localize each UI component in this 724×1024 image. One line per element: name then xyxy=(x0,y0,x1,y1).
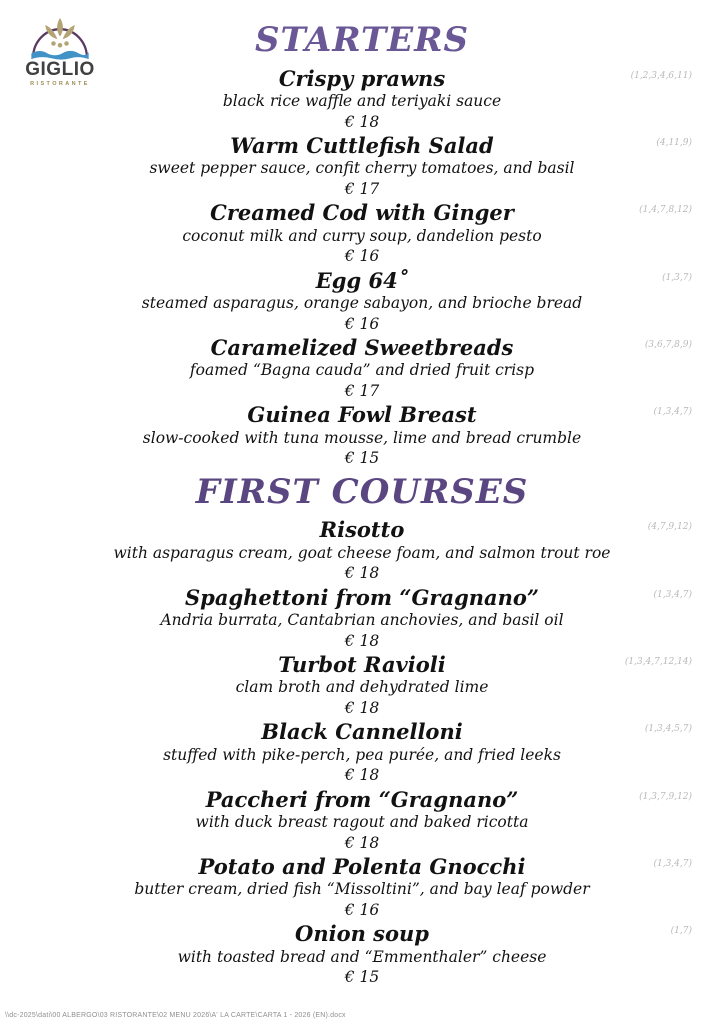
dish-description: Andria burrata, Cantabrian anchovies, and basil oil xyxy=(160,611,564,630)
dish-price: € 16 xyxy=(344,247,380,266)
dish-description: butter cream, dried fish “Missoltini”, and bay leaf powder xyxy=(134,880,590,899)
menu-item xyxy=(0,268,724,335)
dish-name: Turbot Ravioli xyxy=(278,652,446,678)
section-items xyxy=(0,517,724,988)
section-items xyxy=(0,66,724,470)
menu-content xyxy=(0,20,724,989)
allergen-codes: (1,3,4,7,12,14) xyxy=(624,657,692,668)
allergen-codes: (4,7,9,12) xyxy=(647,522,692,533)
dish-price: € 15 xyxy=(344,449,380,468)
menu-item xyxy=(0,133,724,200)
dish-description: coconut milk and curry soup, dandelion pesto xyxy=(182,226,542,245)
dish-description: black rice waffle and teriyaki sauce xyxy=(222,92,502,111)
dish-name: Paccheri from “Gragnano” xyxy=(205,786,519,812)
allergen-codes: (1,4,7,8,12) xyxy=(639,205,692,216)
dish-name: Caramelized Sweetbreads xyxy=(210,335,514,361)
logo-wordmark: GIGLIO xyxy=(25,59,95,80)
allergen-codes: (1,3,4,7) xyxy=(653,859,692,870)
dish-name: Risotto xyxy=(319,517,405,543)
logo-subtitle: RISTORANTE xyxy=(30,81,90,87)
dish-description: with asparagus cream, goat cheese foam, and salmon trout roe xyxy=(113,543,611,562)
section-title: FIRST COURSES xyxy=(195,471,529,512)
menu-item xyxy=(0,787,724,854)
menu-item xyxy=(0,402,724,469)
dish-price: € 18 xyxy=(344,564,380,583)
section-title: STARTERS xyxy=(254,20,470,60)
dish-price: € 18 xyxy=(344,698,380,717)
dish-description: clam broth and dehydrated lime xyxy=(235,678,489,697)
dish-name: Guinea Fowl Breast xyxy=(247,402,477,428)
dish-name: Egg 64˚ xyxy=(315,267,409,293)
allergen-codes: (1,3,7,9,12) xyxy=(639,791,692,802)
dish-name: Spaghettoni from “Gragnano” xyxy=(185,584,539,610)
dish-description: foamed “Bagna cauda” and dried fruit crisp xyxy=(189,361,535,380)
menu-item xyxy=(0,719,724,786)
menu-section xyxy=(0,20,724,470)
allergen-codes: (1,7) xyxy=(670,926,692,937)
allergen-codes: (3,6,7,8,9) xyxy=(644,340,692,351)
dish-name: Black Cannelloni xyxy=(261,719,463,745)
dish-price: € 16 xyxy=(344,900,380,919)
dish-price: € 15 xyxy=(344,968,380,987)
dish-price: € 18 xyxy=(344,833,380,852)
allergen-codes: (1,3,4,5,7) xyxy=(644,724,692,735)
menu-item xyxy=(0,921,724,988)
menu-item xyxy=(0,335,724,402)
menu-item xyxy=(0,585,724,652)
dish-name: Onion soup xyxy=(295,921,429,947)
menu-item xyxy=(0,652,724,719)
allergen-codes: (1,3,4,7) xyxy=(653,407,692,418)
dish-price: € 17 xyxy=(344,179,380,198)
dish-price: € 16 xyxy=(344,314,380,333)
menu-item xyxy=(0,66,724,133)
dish-description: stuffed with pike-perch, pea purée, and fried leeks xyxy=(163,745,561,764)
dish-description: steamed asparagus, orange sabayon, and brioche bread xyxy=(141,293,583,312)
dish-name: Creamed Cod with Ginger xyxy=(210,200,514,226)
menu-item xyxy=(0,200,724,267)
allergen-codes: (1,3,7) xyxy=(662,272,692,283)
dish-price: € 18 xyxy=(344,766,380,785)
dish-name: Warm Cuttlefish Salad xyxy=(230,133,494,159)
dish-description: with duck breast ragout and baked ricotta xyxy=(195,812,529,831)
dish-description: with toasted bread and “Emmenthaler” cheese xyxy=(177,947,547,966)
allergen-codes: (1,2,3,4,6,11) xyxy=(630,70,692,81)
allergen-codes: (4,11,9) xyxy=(656,138,692,149)
dish-name: Crispy prawns xyxy=(278,65,446,91)
allergen-codes: (1,3,4,7) xyxy=(653,589,692,600)
dish-price: € 18 xyxy=(344,112,380,131)
dish-description: slow-cooked with tuna mousse, lime and bread crumble xyxy=(142,428,582,447)
menu-item xyxy=(0,517,724,584)
dish-price: € 18 xyxy=(344,631,380,650)
dish-price: € 17 xyxy=(344,381,380,400)
document-path: \\dc-2025\dati\00 ALBERGO\03 RISTORANTE\02 MENU 2026\A' LA CARTE\CARTA 1 - 2026 (EN).docx xyxy=(5,1012,346,1019)
menu-section xyxy=(0,472,724,989)
dish-name: Potato and Polenta Gnocchi xyxy=(198,854,526,880)
menu-item xyxy=(0,854,724,921)
dish-description: sweet pepper sauce, confit cherry tomatoes, and basil xyxy=(149,159,575,178)
